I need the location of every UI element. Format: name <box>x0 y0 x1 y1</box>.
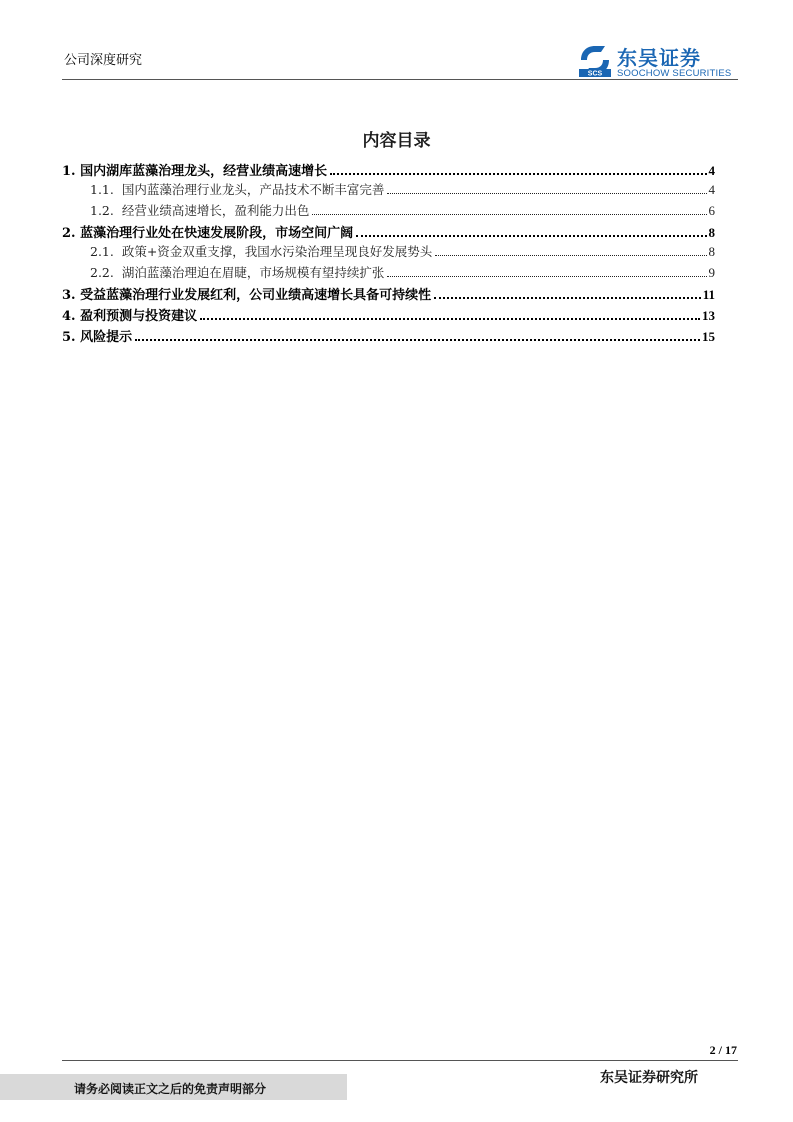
toc-entry-page: 15 <box>702 329 715 344</box>
toc-entry-number: 1. <box>62 164 76 179</box>
toc-entry-1-2[interactable] <box>90 201 715 221</box>
toc-leader-dots <box>200 318 700 320</box>
toc-entry-text: 蓝藻治理行业处在快速发展阶段，市场空间广阔 <box>80 226 354 241</box>
toc-entry-text: 国内湖库蓝藻治理龙头，经营业绩高速增长 <box>80 164 328 179</box>
toc-entry-text: 经营业绩高速增长，盈利能力出色 <box>121 203 310 218</box>
toc-entry-page: 6 <box>708 203 715 218</box>
report-category: 公司深度研究 <box>64 53 143 68</box>
toc-entry-1-1[interactable] <box>90 180 715 200</box>
toc-entry-number: 1.1. <box>90 182 114 197</box>
toc-entry-3[interactable] <box>62 284 715 304</box>
soochow-logo-icon <box>577 42 613 78</box>
toc-leader-dots <box>356 235 706 237</box>
toc-entry-page: 9 <box>708 265 715 280</box>
logo-mark-text: SCS <box>587 70 603 78</box>
toc-entry-number: 5. <box>62 330 76 345</box>
toc-entry-4[interactable] <box>62 305 715 325</box>
toc-entry-number: 1.2. <box>90 203 114 218</box>
toc-title: 内容目录 <box>362 131 431 151</box>
toc-entry-number: 4. <box>62 309 76 324</box>
toc-leader-dots <box>135 339 700 341</box>
toc-entry-text: 国内蓝藻治理行业龙头，产品技术不断丰富完善 <box>121 182 385 197</box>
soochow-securities-logo <box>577 42 739 80</box>
toc-leader-dots <box>387 193 706 194</box>
toc-entry-number: 2.2. <box>90 265 114 280</box>
toc-entry-5[interactable] <box>62 326 715 346</box>
header-divider <box>62 79 738 80</box>
toc-leader-dots <box>434 297 701 299</box>
toc-entry-text: 湖泊蓝藻治理迫在眉睫，市场规模有望持续扩张 <box>121 265 385 280</box>
toc-entry-1[interactable] <box>62 160 715 180</box>
logo-chinese-name: 东吴证券 <box>617 46 701 70</box>
toc-entry-page: 8 <box>708 244 715 259</box>
toc-entry-text: 风险提示 <box>80 330 133 345</box>
toc-entry-number: 2. <box>62 226 76 241</box>
footer-divider <box>62 1060 738 1061</box>
toc-entry-page: 13 <box>702 308 715 323</box>
toc-leader-dots <box>312 214 706 215</box>
toc-entry-number: 3. <box>62 288 76 303</box>
toc-entry-text: 政策+资金双重支撑，我国水污染治理呈现良好发展势头 <box>121 244 433 259</box>
toc-entry-page: 4 <box>708 182 715 197</box>
toc-entry-page: 8 <box>708 225 715 240</box>
toc-entry-2-2[interactable] <box>90 263 715 283</box>
toc-leader-dots <box>387 276 706 277</box>
toc-leader-dots <box>435 255 706 256</box>
toc-entry-number: 2.1. <box>90 244 114 259</box>
toc-entry-2-1[interactable] <box>90 242 715 262</box>
toc-leader-dots <box>330 173 706 175</box>
footer-institute-name: 东吴证券研究所 <box>600 1070 698 1086</box>
footer-disclaimer: 请务必阅读正文之后的免责声明部分 <box>74 1082 267 1096</box>
page-number: 2 / 17 <box>709 1043 737 1057</box>
toc-entry-page: 11 <box>702 287 715 302</box>
toc-entry-text: 盈利预测与投资建议 <box>80 309 198 324</box>
toc-entry-page: 4 <box>708 163 715 178</box>
toc-entry-2[interactable] <box>62 222 715 242</box>
toc-entry-text: 受益蓝藻治理行业发展红利，公司业绩高速增长具备可持续性 <box>80 288 432 303</box>
logo-english-name: SOOCHOW SECURITIES <box>617 68 732 79</box>
